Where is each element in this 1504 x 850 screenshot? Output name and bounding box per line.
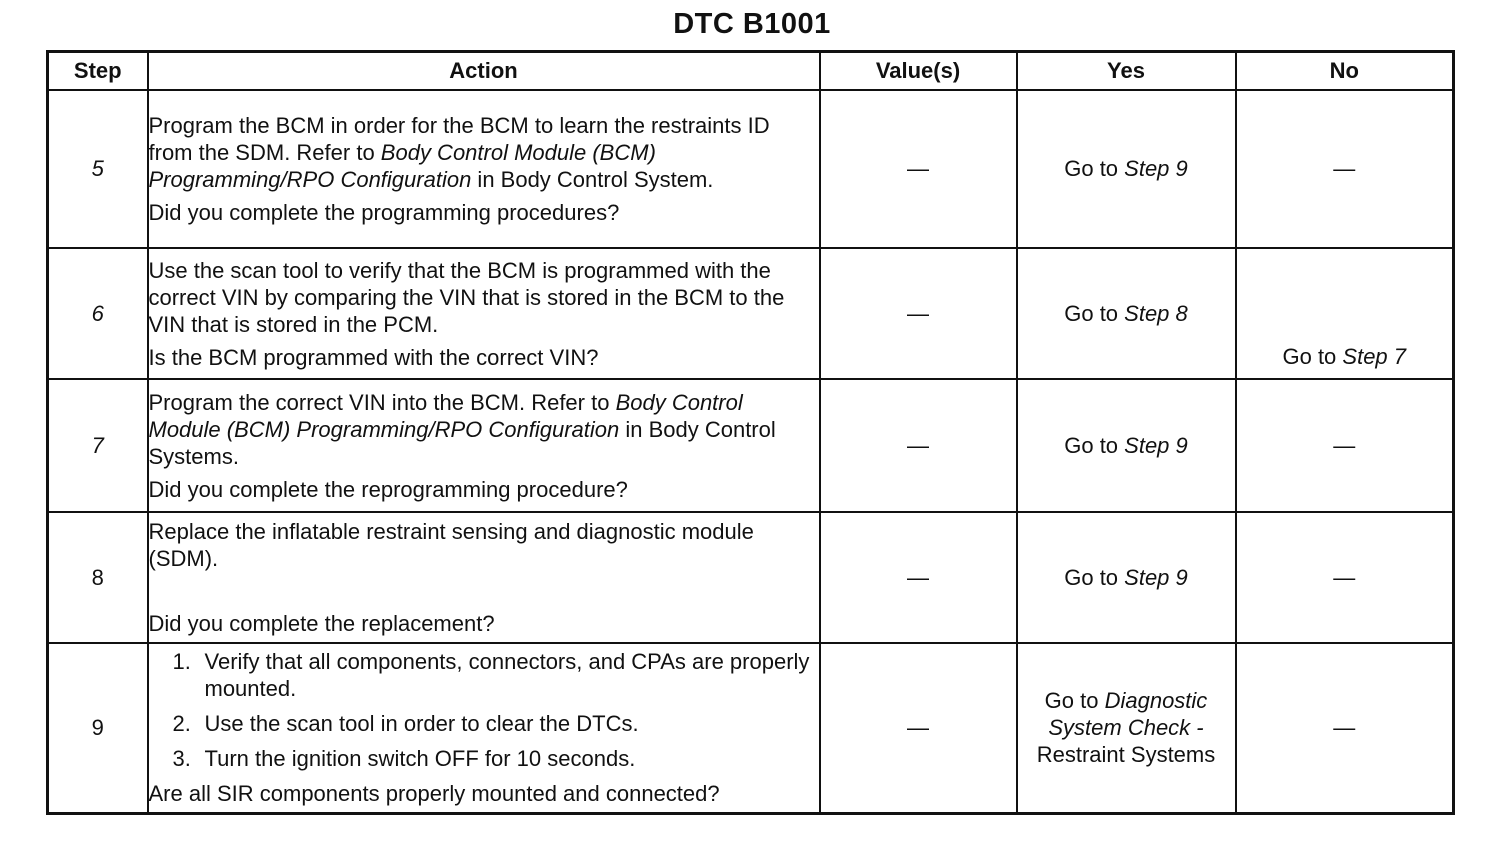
yes-goto-text: Go to: [1064, 300, 1125, 326]
no-cell: —: [1236, 379, 1454, 512]
value-cell: —: [820, 248, 1017, 379]
action-question: Are all SIR components properly mounted and connected?: [148, 781, 720, 807]
header-no: No: [1236, 52, 1454, 91]
table-row: [48, 379, 1454, 512]
step-number: 7: [48, 379, 148, 512]
action-text: in Body Control Systems.: [148, 416, 776, 469]
yes-goto-text: Go to: [1064, 432, 1125, 458]
yes-step-link[interactable]: Step 9: [1124, 156, 1188, 181]
header-action: Action: [148, 52, 820, 91]
procedure-item: Use the scan tool in order to clear the DTCs.: [204, 711, 639, 737]
procedure-list: [149, 648, 819, 772]
header-values: Value(s): [820, 52, 1017, 91]
value-cell: —: [820, 512, 1017, 643]
yes-cell: [1017, 90, 1236, 248]
value-cell: —: [820, 379, 1017, 512]
action-text: Use the scan tool to verify that the BCM is programmed with the correct VIN by comparing the VIN that is stored in the BCM to the VIN that is stored in the PCM.: [148, 257, 785, 337]
yes-suffix-text: Restraint Systems: [1036, 742, 1216, 768]
table-header-row: [48, 52, 1454, 91]
action-reference: Body Control Module (BCM) Programming/RPO Configuration: [148, 389, 743, 442]
table-row: [48, 90, 1454, 248]
yes-goto-text: Go to: [1044, 688, 1105, 714]
header-yes: Yes: [1017, 52, 1236, 91]
action-cell: [148, 512, 820, 643]
action-cell: [148, 379, 820, 512]
action-text: Program the correct VIN into the BCM. Refer to: [148, 389, 616, 415]
action-text: in Body Control System.: [471, 167, 714, 192]
no-cell: —: [1236, 90, 1454, 248]
yes-cell: [1017, 379, 1236, 512]
no-step-link[interactable]: Step 7: [1342, 344, 1407, 369]
no-cell: —: [1236, 512, 1454, 643]
action-question: Did you complete the replacement?: [148, 611, 495, 636]
page-title: DTC B1001: [673, 8, 831, 40]
step-number: 5: [48, 90, 148, 248]
yes-step-link[interactable]: Step 9: [1124, 432, 1188, 458]
table-row: [48, 512, 1454, 643]
action-question: Is the BCM programmed with the correct VIN?: [148, 344, 599, 370]
value-cell: —: [820, 643, 1017, 813]
no-cell: [1236, 248, 1454, 379]
value-cell: —: [820, 90, 1017, 248]
diagnostic-table: [46, 50, 1455, 815]
yes-cell: [1017, 643, 1236, 813]
procedure-item: Turn the ignition switch OFF for 10 seconds.: [204, 746, 636, 772]
step-number: 8: [48, 512, 148, 643]
yes-diagnostic-link[interactable]: Diagnostic System Check -: [1048, 688, 1208, 741]
table-row: [48, 248, 1454, 379]
yes-cell: [1017, 512, 1236, 643]
action-question: Did you complete the reprogramming procedure?: [148, 476, 628, 502]
action-text: Replace the inflatable restraint sensing and diagnostic module (SDM).: [148, 519, 754, 571]
step-number: 6: [48, 248, 148, 379]
action-text: Program the BCM in order for the BCM to learn the restraints ID from the SDM. Refer to: [148, 113, 770, 165]
no-cell: —: [1236, 643, 1454, 813]
action-cell: [148, 90, 820, 248]
yes-goto-text: Go to: [1064, 564, 1125, 590]
yes-goto-text: Go to: [1064, 156, 1125, 181]
step-number: 9: [48, 643, 148, 813]
table-row: [48, 643, 1454, 813]
yes-step-link[interactable]: Step 9: [1124, 564, 1188, 590]
yes-step-link[interactable]: Step 8: [1124, 300, 1188, 326]
action-cell: [148, 248, 820, 379]
action-cell: [148, 643, 820, 813]
action-question: Did you complete the programming procedures?: [148, 200, 620, 225]
action-reference: Body Control Module (BCM) Programming/RPO Configuration: [148, 140, 656, 192]
header-step: Step: [48, 52, 148, 91]
yes-cell: [1017, 248, 1236, 379]
no-goto-text: Go to: [1282, 344, 1343, 369]
procedure-item: Verify that all components, connectors, and CPAs are properly mounted.: [204, 649, 810, 702]
